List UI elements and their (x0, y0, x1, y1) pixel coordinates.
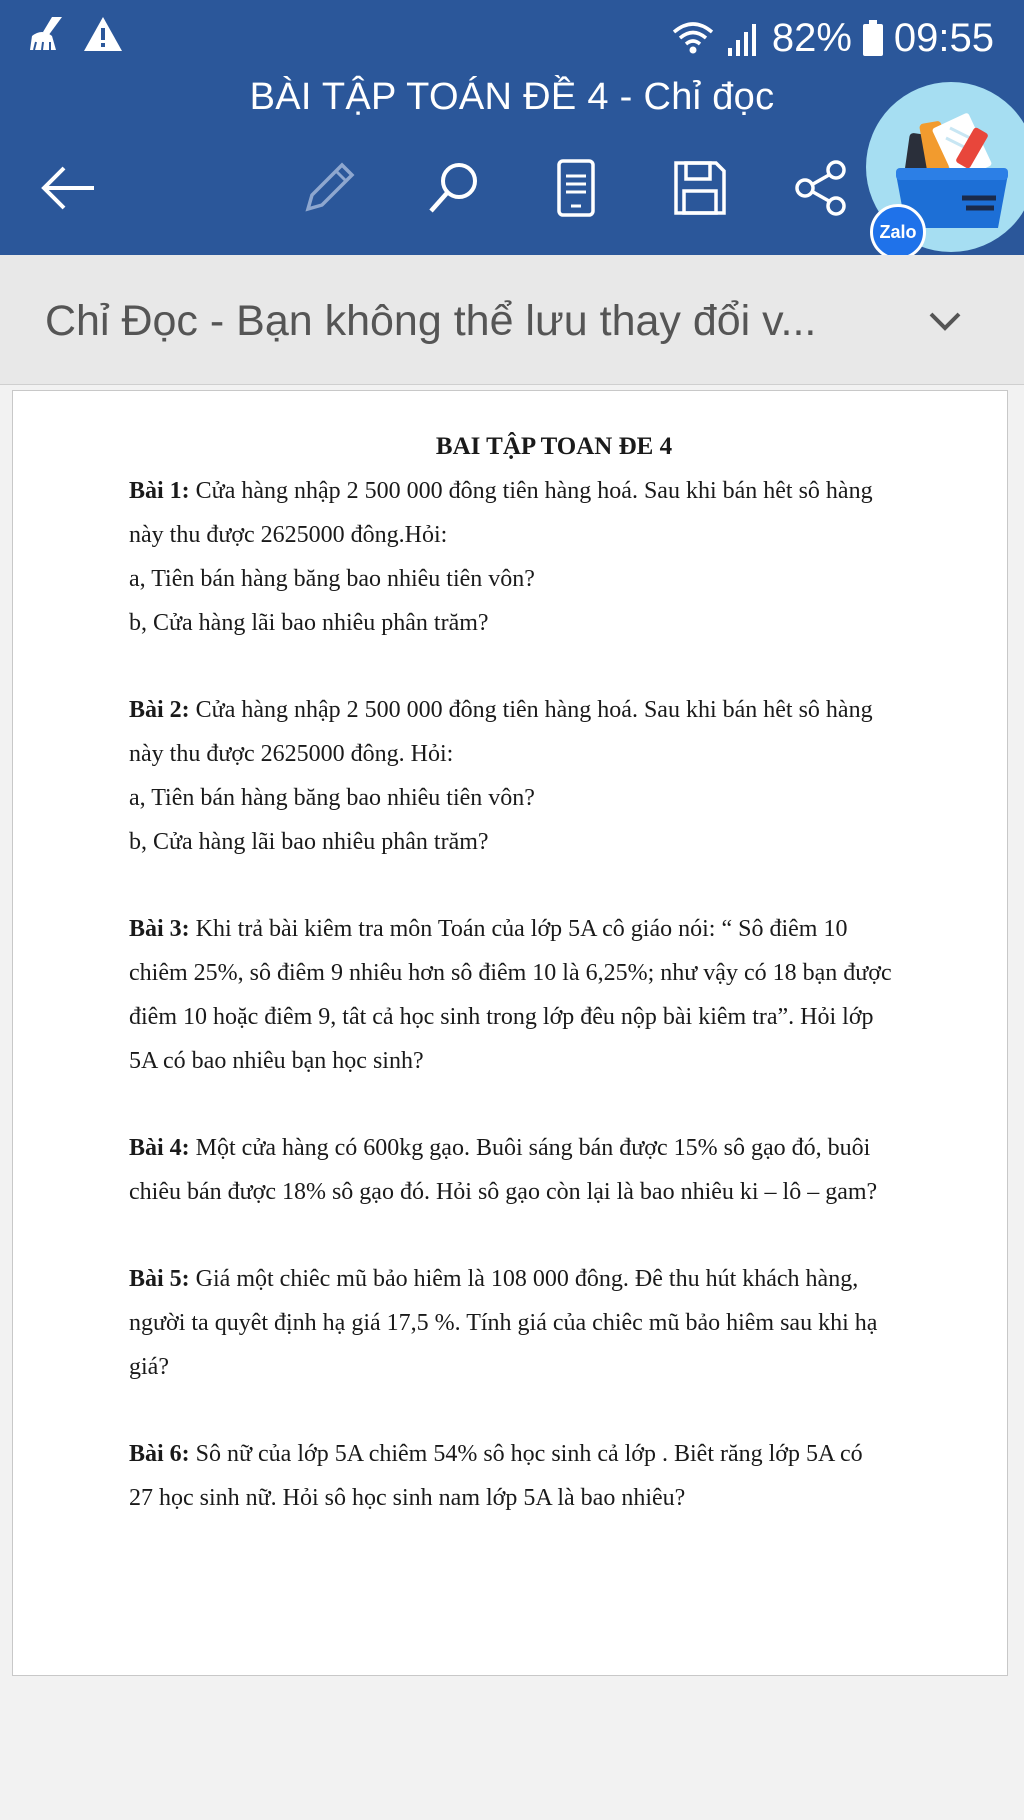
problem-line: giá? (129, 1354, 169, 1380)
problem-line: chiêu bán được 18% sô gạo đó. Hỏi sô gạo còn lại là bao nhiêu ki – lô – gam? (129, 1179, 878, 1205)
chevron-down-icon[interactable] (925, 302, 965, 346)
back-arrow-icon (38, 163, 98, 213)
zalo-badge[interactable]: Zalo (870, 204, 926, 260)
problem-line: b, Cửa hàng lãi bao nhiêu phân trăm? (129, 610, 489, 636)
problem-line: a, Tiên bán hàng băng bao nhiêu tiên vôn? (129, 566, 535, 592)
problem-line: Khi trả bài kiêm tra môn Toán của lớp 5A cô giáo nói: “ Sô điêm 10 (195, 916, 848, 942)
problem-3 (129, 907, 979, 1083)
problem-label: Bài 4: (129, 1135, 190, 1161)
problem-line: Cửa hàng nhập 2 500 000 đông tiên hàng hoá. Sau khi bán hêt sô hàng (195, 478, 873, 504)
problem-2 (129, 688, 979, 864)
battery-icon (862, 18, 884, 58)
problem-line: 27 học sinh nữ. Hỏi sô học sinh nam lớp 5A là bao nhiêu? (129, 1485, 686, 1511)
problem-line: Giá một chiêc mũ bảo hiêm là 108 000 đông. Đê thu hút khách hàng, (195, 1266, 859, 1292)
problem-label: Bài 5: (129, 1266, 190, 1292)
problem-label: Bài 3: (129, 916, 190, 942)
share-icon (792, 159, 850, 217)
problem-line: chiêm 25%, sô điêm 9 nhiêu hơn sô điêm 10 là 6,25%; như vậy có 18 bạn được (129, 960, 892, 986)
warning-triangle-icon (82, 14, 124, 58)
search-button[interactable] (416, 150, 492, 226)
problem-line: Một cửa hàng có 600kg gạo. Buôi sáng bán được 15% sô gạo đó, buôi (195, 1135, 871, 1161)
problem-label: Bài 6: (129, 1441, 190, 1467)
problem-5 (129, 1257, 979, 1389)
battery-percentage: 82% (771, 16, 852, 60)
problem-label: Bài 2: (129, 697, 190, 723)
back-button[interactable] (30, 150, 106, 226)
edit-button[interactable] (291, 150, 367, 226)
problem-label: Bài 1: (129, 478, 190, 504)
problem-line: điêm 10 hoặc điêm 9, tât cả học sinh trong lớp đêu nộp bài kiêm tra”. Hỏi lớp (129, 1004, 874, 1030)
problem-6 (129, 1432, 979, 1520)
cleaner-broom-icon (26, 14, 66, 58)
mobile-view-icon (553, 158, 599, 218)
problem-1 (129, 469, 979, 645)
mobile-view-button[interactable] (538, 150, 614, 226)
signal-icon (726, 18, 762, 58)
save-icon (672, 159, 728, 217)
read-only-banner[interactable] (0, 255, 1024, 385)
problem-4 (129, 1126, 979, 1214)
status-bar-right (670, 14, 994, 62)
clock: 09:55 (893, 16, 994, 60)
document-heading: BAI TẬP TOAN ĐE 4 (435, 433, 673, 460)
read-only-banner-text: Chỉ Đọc - Bạn không thể lưu thay đổi v... (45, 297, 817, 345)
problem-line: này thu được 2625000 đông.Hỏi: (129, 522, 448, 548)
wifi-icon (670, 18, 716, 58)
problem-line: Cửa hàng nhập 2 500 000 đông tiên hàng hoá. Sau khi bán hêt sô hàng (195, 697, 873, 723)
problem-line: người ta quyêt định hạ giá 17,5 %. Tính giá của chiêc mũ bảo hiêm sau khi hạ (129, 1310, 878, 1336)
problem-line: này thu được 2625000 đông. Hỏi: (129, 741, 454, 767)
save-button[interactable] (662, 150, 738, 226)
document-title-bar: BÀI TẬP TOÁN ĐỀ 4 - Chỉ đọc (249, 76, 775, 118)
problem-line: Sô nữ của lớp 5A chiêm 54% sô học sinh cả lớp . Biêt răng lớp 5A có (195, 1441, 863, 1467)
problem-line: a, Tiên bán hàng băng bao nhiêu tiên vôn? (129, 785, 535, 811)
problem-line: b, Cửa hàng lãi bao nhiêu phân trăm? (129, 829, 489, 855)
problem-line: 5A có bao nhiêu bạn học sinh? (129, 1048, 424, 1074)
pen-edit-icon (300, 159, 358, 217)
status-bar-left (26, 14, 124, 58)
document-body (129, 425, 979, 1563)
share-button[interactable] (783, 150, 859, 226)
search-icon (425, 159, 483, 217)
document-page[interactable] (12, 390, 1008, 1676)
